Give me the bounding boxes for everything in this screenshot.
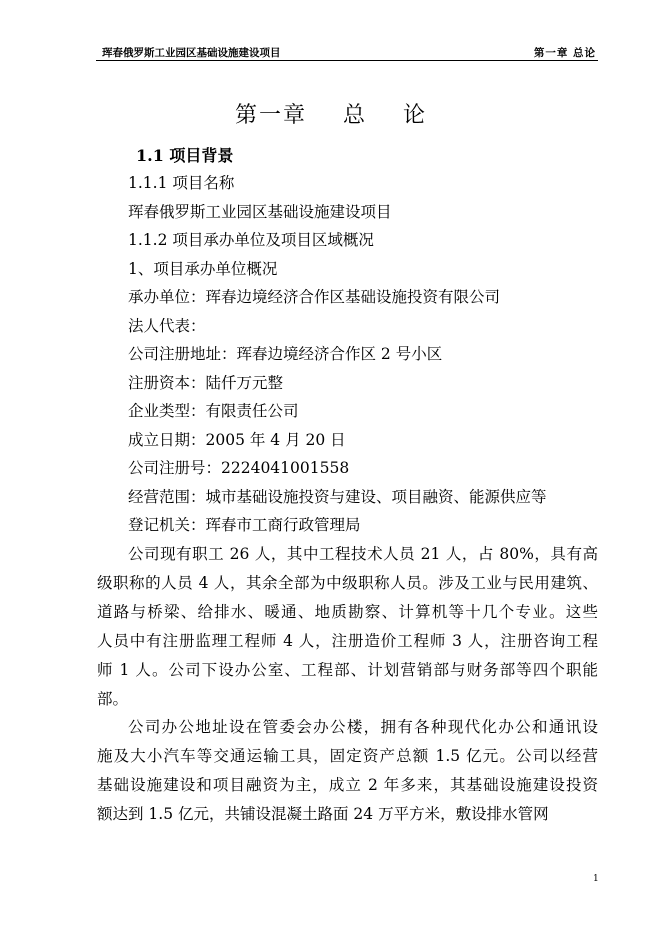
page-header <box>96 42 598 61</box>
section-heading: 1.1 项目背景 <box>136 146 234 165</box>
paragraph-line: 施及大小汽车等交通运输工具，固定资产总额 1.5 亿元。公司以经营 <box>97 747 598 765</box>
company-info-line: 成立日期：2005 年 4 月 20 日 <box>128 431 346 449</box>
header-project-title: 珲春俄罗斯工业园区基础设施建设项目 <box>102 47 281 59</box>
paragraph-line: 部。 <box>97 690 129 708</box>
chapter-title: 第一章 总 论 <box>235 103 427 128</box>
company-info-line: 注册资本：陆仟万元整 <box>128 374 284 392</box>
header-chapter-label: 第一章 总论 <box>533 47 596 59</box>
paragraph-line: 师 1 人。公司下设办公室、工程部、计划营销部与财务部等四个职能 <box>97 661 598 679</box>
company-info-line: 承办单位：珲春边境经济合作区基础设施投资有限公司 <box>128 288 501 306</box>
paragraph-line: 公司办公地址设在管委会办公楼，拥有各种现代化办公和通讯设 <box>128 718 598 736</box>
paragraph-line: 基础设施建设和项目融资为主，成立 2 年多来，其基础设施建设投资 <box>97 776 598 794</box>
paragraph-line: 公司现有职工 26 人，其中工程技术人员 21 人，占 80%，具有高 <box>128 545 598 563</box>
paragraph-line: 道路与桥梁、给排水、暖通、地质勘察、计算机等十几个专业。这些 <box>97 603 598 621</box>
item-heading: 1、项目承办单位概况 <box>128 260 278 278</box>
company-info-line: 公司注册号：2224041001558 <box>128 459 350 477</box>
subsection-heading: 1.1.1 项目名称 <box>128 174 235 192</box>
page-number: 1 <box>593 874 599 884</box>
company-info-line: 企业类型：有限责任公司 <box>128 402 299 420</box>
paragraph-line: 级职称的人员 4 人，其余全部为中级职称人员。涉及工业与民用建筑、 <box>97 574 598 592</box>
company-info-line: 法人代表： <box>128 317 206 335</box>
company-info-line: 公司注册地址：珲春边境经济合作区 2 号小区 <box>128 345 443 363</box>
subsection-heading: 1.1.2 项目承办单位及项目区域概况 <box>128 231 374 249</box>
paragraph-line: 人员中有注册监理工程师 4 人，注册造价工程师 3 人，注册咨询工程 <box>97 632 598 650</box>
company-info-line: 经营范围：城市基础设施投资与建设、项目融资、能源供应等 <box>128 488 547 506</box>
company-info-line: 登记机关：珲春市工商行政管理局 <box>128 516 361 534</box>
project-name: 珲春俄罗斯工业园区基础设施建设项目 <box>128 203 392 221</box>
paragraph-line: 额达到 1.5 亿元，共铺设混凝土路面 24 万平方米，敷设排水管网 <box>97 805 549 823</box>
